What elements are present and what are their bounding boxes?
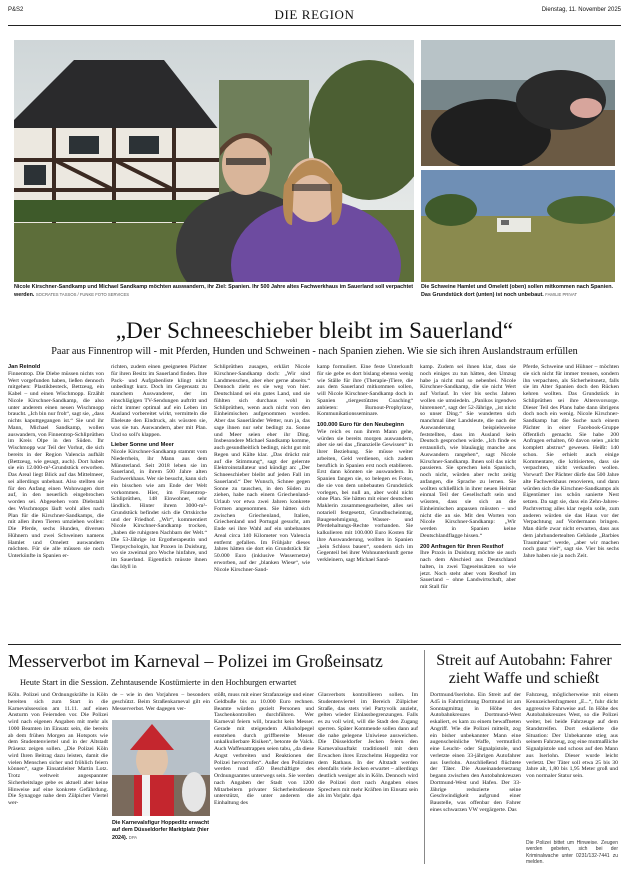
- carnival-photo-credit: DPA: [128, 835, 138, 840]
- article1-col-5: [420, 364, 516, 640]
- edition-code: P&S2: [8, 7, 24, 13]
- article1-col6-text: Pferde, Schweine und Hühner – möchten sie sich nicht für immer trennen, sondern ihn verpachten, als Sicherheitsnetz, falls sie im Alter Spanien doch den Rücken kehren wollten. Das Grundstück in Schliprüthen sei ihre Altersvorsorge. Dieser Teil des Plans habe dann übrigens doch noch ein wenig. Nicole Kirschner-Sandkamp hat die Suche nach einem Pächter in einer Facebook-Gruppe öffentlich gemacht. Sie habe 200 Anfragen erhalten, 60 davon seien „nicht komplett abstrus“ gewesen. Heißt: 140 schon. Sie erhielt auch einige Kommentare, die kritisierten, dass sie verpachten, nicht verkaufen wollen. Vorwurf: Der Pächter dürfe das 500 Jahre alte Fachwerkhaus renovieren, und dann würden sich die Kirschner-Sandkamps als Eigentümer ins schön sanierte Nest setzen. Da sagt sie, dass ein Zehn-Jahres-Pachtvertrag alles klar regeln solle, zum anderen würden sie das Haus vor der Verpachtung auf Vordermann bringen. Man dürfe zwar nicht erwarten, dass aus dem jahrhundertealten Gebäude „Barbies Traumhaus“ werde, „aber wir machen noch ganz viel“, sagt sie. Vier bis sechs Jahre haben sie ja noch Zeit.: [523, 364, 619, 559]
- carnival-photo: [112, 720, 210, 816]
- article3-col-2: Fahrzeug, möglicherweise mit einem Kennzeichenfragment „E...“, fuhr dicht aggressive Fahrweise auf. In Höhe des Autobahnkreuzes West, so die Polizei weiter, bei beide Fahrzeuge auf dem Standstreifen. Dort eskalierte die Situation: Der Unbekannte stieg aus seinem Fahrzeug, zog eine mutmaßliche Signalpistole und schoss auf den Mann aus Iserlohn. Dieser wurde leicht verletzt. Der Täter soll etwa 25 bis 30 Jahre alt, 1,80 bis 1,95 Meter groß und von normaler Statur sein.: [526, 692, 618, 779]
- article1-col4-text: kamp formuliert. Eine feste Unterkunft für sie gebe es dort bislang ebenso wenig wie Ställe für ihre (Therapie-)Tiere, die aus dem Sauerland mitkommen sollen, will Nicole Kirschner-Sandkamp doch in Spanien „tiergestütztes Coaching“ anbieten: Burnout-Prophylaxe, Kommunikationsseminare.: [317, 364, 413, 418]
- article1-col3-text: Schliprüthen zusagen, erklärt Nicole Kirschner-Sandkamp doch: „Wir sind Landmenschen, aber eher gerne abseits.“ Dennoch zieht es sie weg von hier. Deutschland sei ein gutes Land, und sie fühlten sich durchaus wohl in Schliprüthen, wenn auch nicht von den Einheimischen aufgenommen worden. Aber das Sauerländer Wetter, nun ja, das sage ihnen nur sehr bedingt zu. Sonne und Meer seien eher ihr Ding. Insbesondere Michael Sandkamp komme, auch gesundheitlich bedingt, nicht gut mit Regen und Kälte klar. „Das drückt mir auf die Stimmung“, sagt der gelernte Elektroinstallateur und kündigt an: „Der Schneeschieber bleibt auf jeden Fall im Sauerland.“ Der Wunsch, Schnee gegen Sonne zu tauschen, in den Süden zu ziehen, habe nach einem Griechenland-Urlaub vor etwa zwei Jahren konkrete Formen angenommen. Sie hätten sich zwischen Griechenland, Italien, Griechenland und Portugal gesucht, am Ende sei ihre Wahl auf ein unbebautes Areal circa 140 Kilometer von Valencia entfernt gefallen. Im Frühjahr dieses Jahres hätten sie dort ein Grundstück für 50.000 Euro (inklusive Wassernetze) erworben, auf der „blanken Wiese“, wie Nicole Kirschner-Sand-: [214, 364, 310, 573]
- column-rule: [424, 650, 425, 864]
- pigs-photo: [421, 40, 615, 166]
- article3-col-1: Dortmund/Iserlohn. Ein Streit auf der A45 in Fahrtrichtung Dortmund ist am Sonntagmittag in Höhe des Autobahnkreuzes Dortmund-West eskaliert, es kam zu einem bewaffneten Angriff. Wie die Polizei mitteilt, zog ein bisher unbekannter Mann eine augenscheinliche Waffe, vermutlich eine Leucht- oder Signalpistole, und verletzte einen 33-jährigen Autofahrer aus Iserlohn. Anschließend flüchtete der Täter. Die Auseinandersetzung begann zwischen den Autobahnkreuzen Dortmund-West und Hafen. Der 33-Jährige reduzierte seine Geschwindigkeit aufgrund einer Baustelle, was offenbar den Fahrer eines schwarzen VW vergärgerte. Das: [430, 692, 521, 813]
- article1-col4-subhead: 100.000 Euro für den Neubeginn: [317, 422, 404, 428]
- article1-col2b-text: Nicole Kirschner-Sandkamp stammt vom Niederrhein, ihr Mann aus dem Münsterland. Seit 2018 leben sie im Sauerland, in ihrem 500 Jahre alten Fachwerkhaus. Wer sie besucht, kann sich ein bisschen wie am Ende der Welt vorkommen. Hier, im Finnentrop-Schliprüthen, 148 Einwohner, sehr ländlich. Hinter ihrem 3000-m²-Grundstück befindet sich die Ortskirche und der Friedhof. „Wir“, kommentiert Nicole Kirschner-Sandkamp trocken, „haben die ruhigsten Nachbarn der Welt.“ Die 53-Jährige ist Ergotherapeutin und Tierpsychologin, hat Praxen in Duisburg, wo sie zweimal pro Woche hinfahre, und im Sauerland. Eigentlich müsste ihnen das Idyll in: [111, 449, 207, 570]
- side-photo-credit: FAMILIE PRIVAT: [545, 292, 578, 297]
- article2-col-3: stößt, muss mit einer Strafanzeige und einer Geldbuße bis zu 10.000 Euro rechnen. Beamte würden gezielt Personen und Taschenkontrollen durchführen. Wer Karneval feiern will, braucht kein Messer. Gerade mit steigendem Alkoholpegel entstehen durch griffbereite Messer unkalkulierbare Risiken“, betonte de Valck. Auch Waffenattrappen seien tabu, „da diese Angst verbreiten und Reaktionen der Polizei hervorrufen“. Außer den Polizisten werden rund 450 Beschäftigte des Ordnungsamtes unterwegs sein. Sie werden nach Angaben der Stadt von 1200 Mitarbeitern privater Sicherheitsdienste unterstützt, die unter anderem die Einhaltung des: [214, 692, 314, 806]
- article1-col-4: [317, 364, 413, 640]
- article2-subhead: Heute Start in die Session. Zehntausende Kostümierte in den Hochburgen erwartet: [20, 678, 297, 687]
- section-title: DIE REGION: [274, 7, 355, 22]
- main-photo-caption: Nicole Kirschner-Sandkamp und Michael Sandkamp möchten auswandern, ihr Ziel: Spanien. Ihr 500 Jahre altes Fachwerkhaus im Sauerland soll verpachtet werden. SOCRATES TASSOS / FUNKE FOTO SERVICES: [14, 284, 414, 298]
- issue-date: Dienstag, 11. November 2025: [541, 7, 621, 13]
- article1-col2-text: richten, zudem einen geeigneten Pächter für ihren Besitz im Sauerland finden. Ihre Pack- und Aufgabenliste klingt nicht unbedingt kurz. Doch im Gegensatz zu manchem Auswanderer, der im einschlägigen TV-Sendungen auftritt und nicht immer optimal auf ein Leben im Ausland vorbereitet wirkt, vermitteln die Eheleute den Eindruck, als wüssten sie, was sie tun. Auswandern, aber mit Plan. Und so soll's klappen.: [111, 364, 207, 438]
- article1-col5b-text: Ihre Praxis in Duisburg möchte sie auch nach dem Abschied aus Deutschland halten, in zwei Tageseinsätzen so wie jetzt. Noch steht aber vom Resthof im Sauerland – ohne Landwirtschaft, aber mit Stall für: [420, 550, 516, 590]
- article1-headline: „Der Schneeschieber bleibt im Sauerland“: [115, 318, 514, 343]
- article1-col-3: [214, 364, 310, 640]
- page-header: [8, 4, 621, 26]
- section-divider: [8, 644, 621, 645]
- article1-col1-text: Finnentrop. Die Diebe müssen nichts von Wert vorgefunden haben, ließen dennoch mitgehen: Plastikbesteck, Bettzeug, ein Kabel – und einen Wischmopp. Erzählt Nicole Kirschner-Sandkamp, die also unter anderem einen neuen Wischmopp braucht. „Ich bin nur froh“, sagt sie, „dass nichts kaputtgegangen ist.“ Sie und ihr Mann, Michael Sandkamp, wollen auswandern, von Finnentrop-Schliprüthen im Kreis Olpe in den Süden. Ihr Wischmopp war Teil der Vorhut, die sich bereits in der Region Valencia aufhält (Bettzeug, wie gesagt, auch). Dort haben sie ein 12.000-m²-Grundstück erworben. Das Areal liegt Blick auf das Mittelmeer, sei allerdings unbebaut. Also stellten sie für den Anfang einen Wohnwagen dort auf, in den neuerlich eingebrochen worden sei. Abgesehen vom Diebstahl des Wischmopps läuft wohl alles nach Plan für die Kirschner-Sandkamps, die mit allen ihren Tieren umziehen wollen: Die Pferde, sechs Hunden, diversen Hühnern und zwei Schweinen namens Hamlet und Omelett auswandern möchten. Für sie alle müssen sie noch Unterkünfte in Spanien er-: [8, 370, 104, 559]
- article1-body: [8, 364, 621, 640]
- article1-col5-subhead: 200 Anfragen für ihren Resthof: [420, 543, 504, 550]
- article1-col4b-text: Wie reich es nun ihrem Mann gehe, würden sie bereits morgen auswandern, aber sie sei das „finanzielle Gewissen“ in ihrer Beziehung. Sie müsse weiter arbeiten, Geld verdienen, sich zudem beruflich in Spanien erst noch etablieren. Erst dann könnten sie auswandern. In Spanien fangen sie, so belegen es Fotos, die sie von dem unbebauten Grundstück vorlegen, bei null an, aber wohl nicht ohne Plan. Sie hätten mit einer deutschen Maklerin zusammengearbeitet, alles sei notariell festgesetzt, Grundbucheintrag, Baugenehmigung, Wasser- und Pferdehaltungs-Rechte vorhanden. Sie kalkulieren mit 100.000 Euro Kosten für ihre Auswanderung, wollten in Spanien „kein Schloss bauen“, sondern sich im Gegenteil bei ihrer Wohnunterkunft gerne verkleinern, sagt Michael Sand-: [317, 428, 413, 563]
- article2-headline: Messerverbot im Karneval – Polizei im Großeinsatz: [8, 651, 383, 671]
- main-photo-couple: [14, 40, 414, 282]
- plot-photo: [421, 170, 615, 282]
- article2-col-4: Glasverbots kontrollieren sollen. Im Studentenviertel im Bereich Zülpicher Straße, das stets viel Partyvolk anzieht, gelten wieder Einlassbegrenzungen. Falls es zu voll wird, will die Stadt den Zugang sperren. Später Kommende sollen dann auf die nahe gelegene Uniwiese ausweichen. Die Düsseldorfer Jecken feiern den Karnevalsauftakt traditionell mit dem Erwachen ihres Erzschelms Hoppeditz vor dem Rathaus. In der Altstadt werden ebenfalls viele Jecken erwartet – allerdings deutlich weniger als in Köln. Dennoch wird die Polizei dort nach Angaben eines Sprechers mit mehr Kräften im Einsatz sein als im Vorjahr. dpa: [318, 692, 418, 800]
- article3-headline: Streit auf Autobahn: Fahrer zieht Waffe und schießt: [436, 652, 612, 687]
- article2-col-2: de – wie in den Vorjahren – besonders geschützt. Beim Straßenkarneval gilt ein Messerverbot. Wer dagegen ver-: [112, 692, 210, 712]
- side-photo-caption: Die Schweine Hamlet und Omelett (oben) sollen mitkommen nach Spanien. Das Grundstück dort (unten) ist noch unbebaut. FAMILIE PRIVAT: [421, 284, 614, 298]
- article1-col2-subhead: Lieber Sonne und Meer: [111, 442, 174, 449]
- article1-col5-text: kamp. Zudem sei ihnen klar, dass sie noch einiges zu tun hätten, den Umzug habe ja nicht mal so nebenbei. Nicole Kirschner-Sandkamp, die sie nicht Wert auf Vorlauf. In vier bis sechs Jahren wollen sie umsiedeln. „Panikos irgendwo hinrennen“, sagt der 52-Jährige, „ist nicht so unser Ding.“ Sie wunderten sich manchmal über Landsleute, die nach der Auswanderung beispielsweise feststellten, dass im Ausland kein Deutsch gesprochen würde. „Ich finde es erstaunlich, wie blauäugig manche ans Auswandern rangehen“, sagt Nicole Kirschner-Sandkamp. Ihnen soll das nicht passieren. Sie sprechen kein Spanisch, noch nicht, würden aber recht zeitig anfangen, die Sprache zu lernen. Sie wollten schließlich in ihrer neuen Heimat einmal Teil der Gesellschaft sein und wüssten, dass sie sich an die Einheimischen anpassen müssten – und nicht die an sie. Mit den Worten von Nicole Kirschner-Sandkamp: „Wir werden in Spanien keine Deutschlandflagge hissen.“: [420, 364, 516, 539]
- article2-col-1: Köln. Polizei und Ordnungskräfte in Köln bereiten sich zum Start in die Karnevalssession am 11.11. auf einen Ansturm von Feiernden vor. Die Polizei wird nach eigenen Angaben mit mehr als 1000 Beamten im Einsatz sein, die bereits ab dem frühen Morgen an Hotspots wie dem Studentenviertel und in der Altstadt Präsenz zeigen sollen. „Die Polizei Köln wird Ihren Beitrag dazu leisten, damit die vielen Menschen sicher und fröhlich feiern können“, sagte Einsatzleiter Martin Lotz. Trotz weltweit angespannter Sicherheitslage gebe es aktuell aber keine Hinweise auf eine konkrete Gefährdung. Die Synagoge nahe dem Zülpicher Viertel wer-: [8, 692, 108, 806]
- article3-note: Die Polizei bittet um Hinweise. Zeugen werden gebeten, sich bei der Kriminalwache unter 0231/132-7441 zu melden.: [526, 840, 618, 866]
- carnival-photo-caption: Die Karnevalsfigur Hoppeditz erwacht auf dem Düsseldorfer Marktplatz (hier 2024). DPA: [112, 820, 210, 841]
- article1-col-2: [111, 364, 207, 640]
- article1-subhead: Paar aus Finnentrop will - mit Pferden, Hunden und Schweinen - nach Spanien ziehen. Wie sie sich ihren Auslandstraum erfüllen: [51, 346, 578, 357]
- article1-col-6: [523, 364, 619, 640]
- byline: Jan Reinold: [8, 364, 41, 370]
- main-photo-credit: SOCRATES TASSOS / FUNKE FOTO SERVICES: [35, 292, 130, 297]
- article1-col-1: [8, 364, 104, 640]
